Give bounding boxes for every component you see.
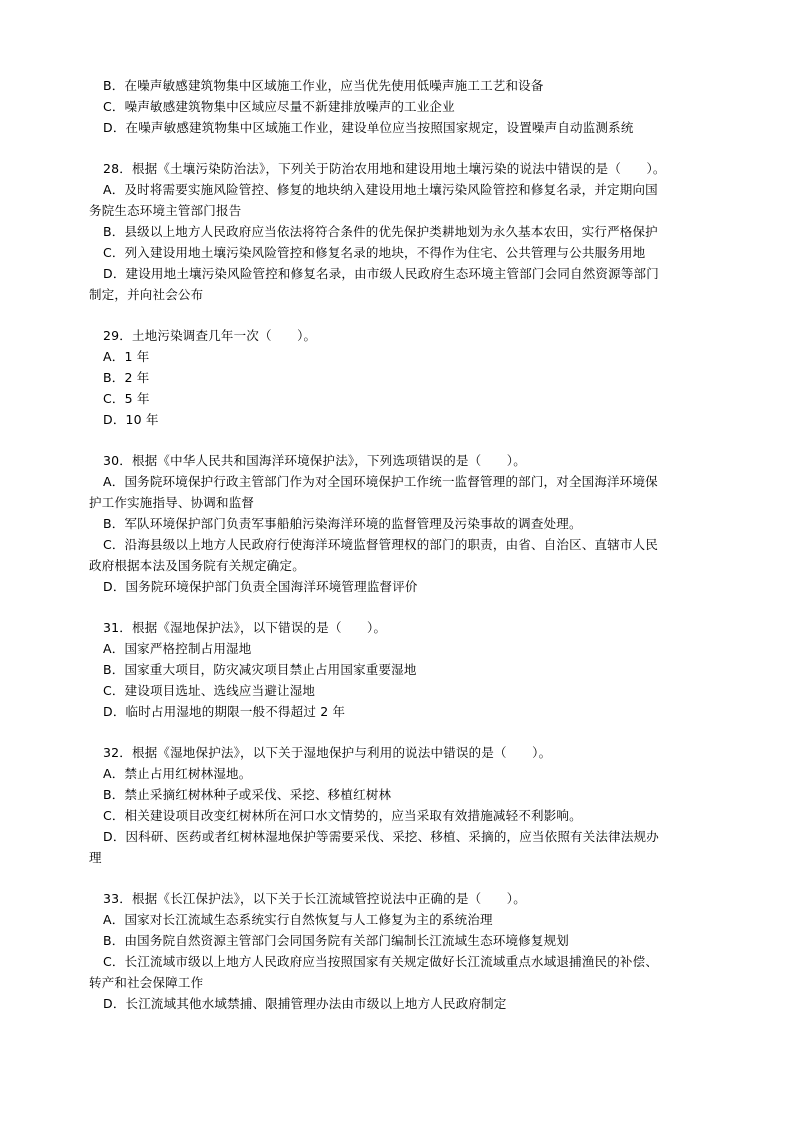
q31-option-c: C．建设项目选址、选线应当避让湿地: [103, 683, 316, 698]
q27-option-c: C．噪声敏感建筑物集中区域应尽量不新建排放噪声的工业企业: [103, 99, 455, 114]
q33-stem: 33．根据《长江保护法》，以下关于长江流域管控说法中正确的是（ ）。: [103, 891, 526, 906]
q30-stem: 30．根据《中华人民共和国海洋环境保护法》，下列选项错误的是（ ）。: [103, 453, 526, 468]
q32-option-d: D．因科研、医药或者红树林湿地保护等需要采伐、采挖、移植、采摘的，应当依照有关法律法规办: [103, 829, 659, 844]
q29-option-c: C．5 年: [103, 391, 150, 406]
q27-option-d: D．在噪声敏感建筑物集中区域施工作业，建设单位应当按照国家规定，设置噪声自动监测系统: [103, 120, 634, 135]
q28-option-d-cont: 制定，并向社会公布: [89, 287, 204, 302]
q31-stem: 31．根据《湿地保护法》，以下错误的是（ ）。: [103, 620, 387, 635]
q27-option-b: B．在噪声敏感建筑物集中区域施工作业，应当优先使用低噪声施工工艺和设备: [103, 78, 544, 93]
q28-option-a-cont: 务院生态环境主管部门报告: [89, 203, 242, 218]
q33-option-c-cont: 转产和社会保障工作: [89, 975, 204, 990]
q32-option-d-cont: 理: [89, 850, 102, 865]
q30-option-b: B．军队环境保护部门负责军事船舶污染海洋环境的监督管理及污染事故的调查处理。: [103, 516, 582, 531]
q30-option-c: C．沿海县级以上地方人民政府行使海洋环境监督管理权的部门的职责，由省、自治区、直辖市人民: [103, 537, 659, 552]
q32-stem: 32．根据《湿地保护法》，以下关于湿地保护与利用的说法中错误的是（ ）。: [103, 745, 552, 760]
q31-option-b: B．国家重大项目，防灾减灾项目禁止占用国家重要湿地: [103, 662, 417, 677]
q29-option-d: D．10 年: [103, 412, 159, 427]
q32-option-b: B．禁止采摘红树林种子或采伐、采挖、移植红树林: [103, 787, 392, 802]
q28-option-c: C．列入建设用地土壤污染风险管控和修复名录的地块，不得作为住宅、公共管理与公共服务用地: [103, 245, 646, 260]
q29-stem: 29．土地污染调查几年一次（ ）。: [103, 328, 317, 343]
q30-option-d: D．国务院环境保护部门负责全国海洋环境管理监督评价: [103, 579, 418, 594]
q29-option-b: B．2 年: [103, 370, 150, 385]
q32-option-a: A．禁止占用红树林湿地。: [103, 766, 252, 781]
q28-option-b: B．县级以上地方人民政府应当依法将符合条件的优先保护类耕地划为永久基本农田，实行严格保护: [103, 224, 658, 239]
q32-option-c: C．相关建设项目改变红树林所在河口水文情势的，应当采取有效措施减轻不利影响。: [103, 808, 582, 823]
q33-option-b: B．由国务院自然资源主管部门会同国务院有关部门编制长江流域生态环境修复规划: [103, 933, 569, 948]
q30-option-a-cont: 护工作实施指导、协调和监督: [89, 495, 255, 510]
q33-option-c: C．长江流域市级以上地方人民政府应当按照国家有关规定做好长江流域重点水域退捕渔民的补偿、: [103, 954, 659, 969]
q33-option-d: D．长江流域其他水域禁捕、限捕管理办法由市级以上地方人民政府制定: [103, 996, 507, 1011]
q31-option-a: A．国家严格控制占用湿地: [103, 641, 252, 656]
q28-stem: 28．根据《土壤污染防治法》，下列关于防治农用地和建设用地土壤污染的说法中错误的是（ ）。: [103, 161, 666, 176]
q31-option-d: D．临时占用湿地的期限一般不得超过 2 年: [103, 704, 346, 719]
q30-option-a: A．国务院环境保护行政主管部门作为对全国环境保护工作统一监督管理的部门，对全国海洋环境保: [103, 474, 658, 489]
q30-option-c-cont: 政府根据本法及国务院有关规定确定。: [89, 558, 305, 573]
q28-option-d: D．建设用地土壤污染风险管控和修复名录，由市级人民政府生态环境主管部门会同自然资源等部门: [103, 266, 659, 281]
q29-option-a: A．1 年: [103, 349, 150, 364]
q33-option-a: A．国家对长江流域生态系统实行自然恢复与人工修复为主的系统治理: [103, 912, 493, 927]
q28-option-a: A．及时将需要实施风险管控、修复的地块纳入建设用地土壤污染风险管控和修复名录，并定期向国: [103, 182, 658, 197]
